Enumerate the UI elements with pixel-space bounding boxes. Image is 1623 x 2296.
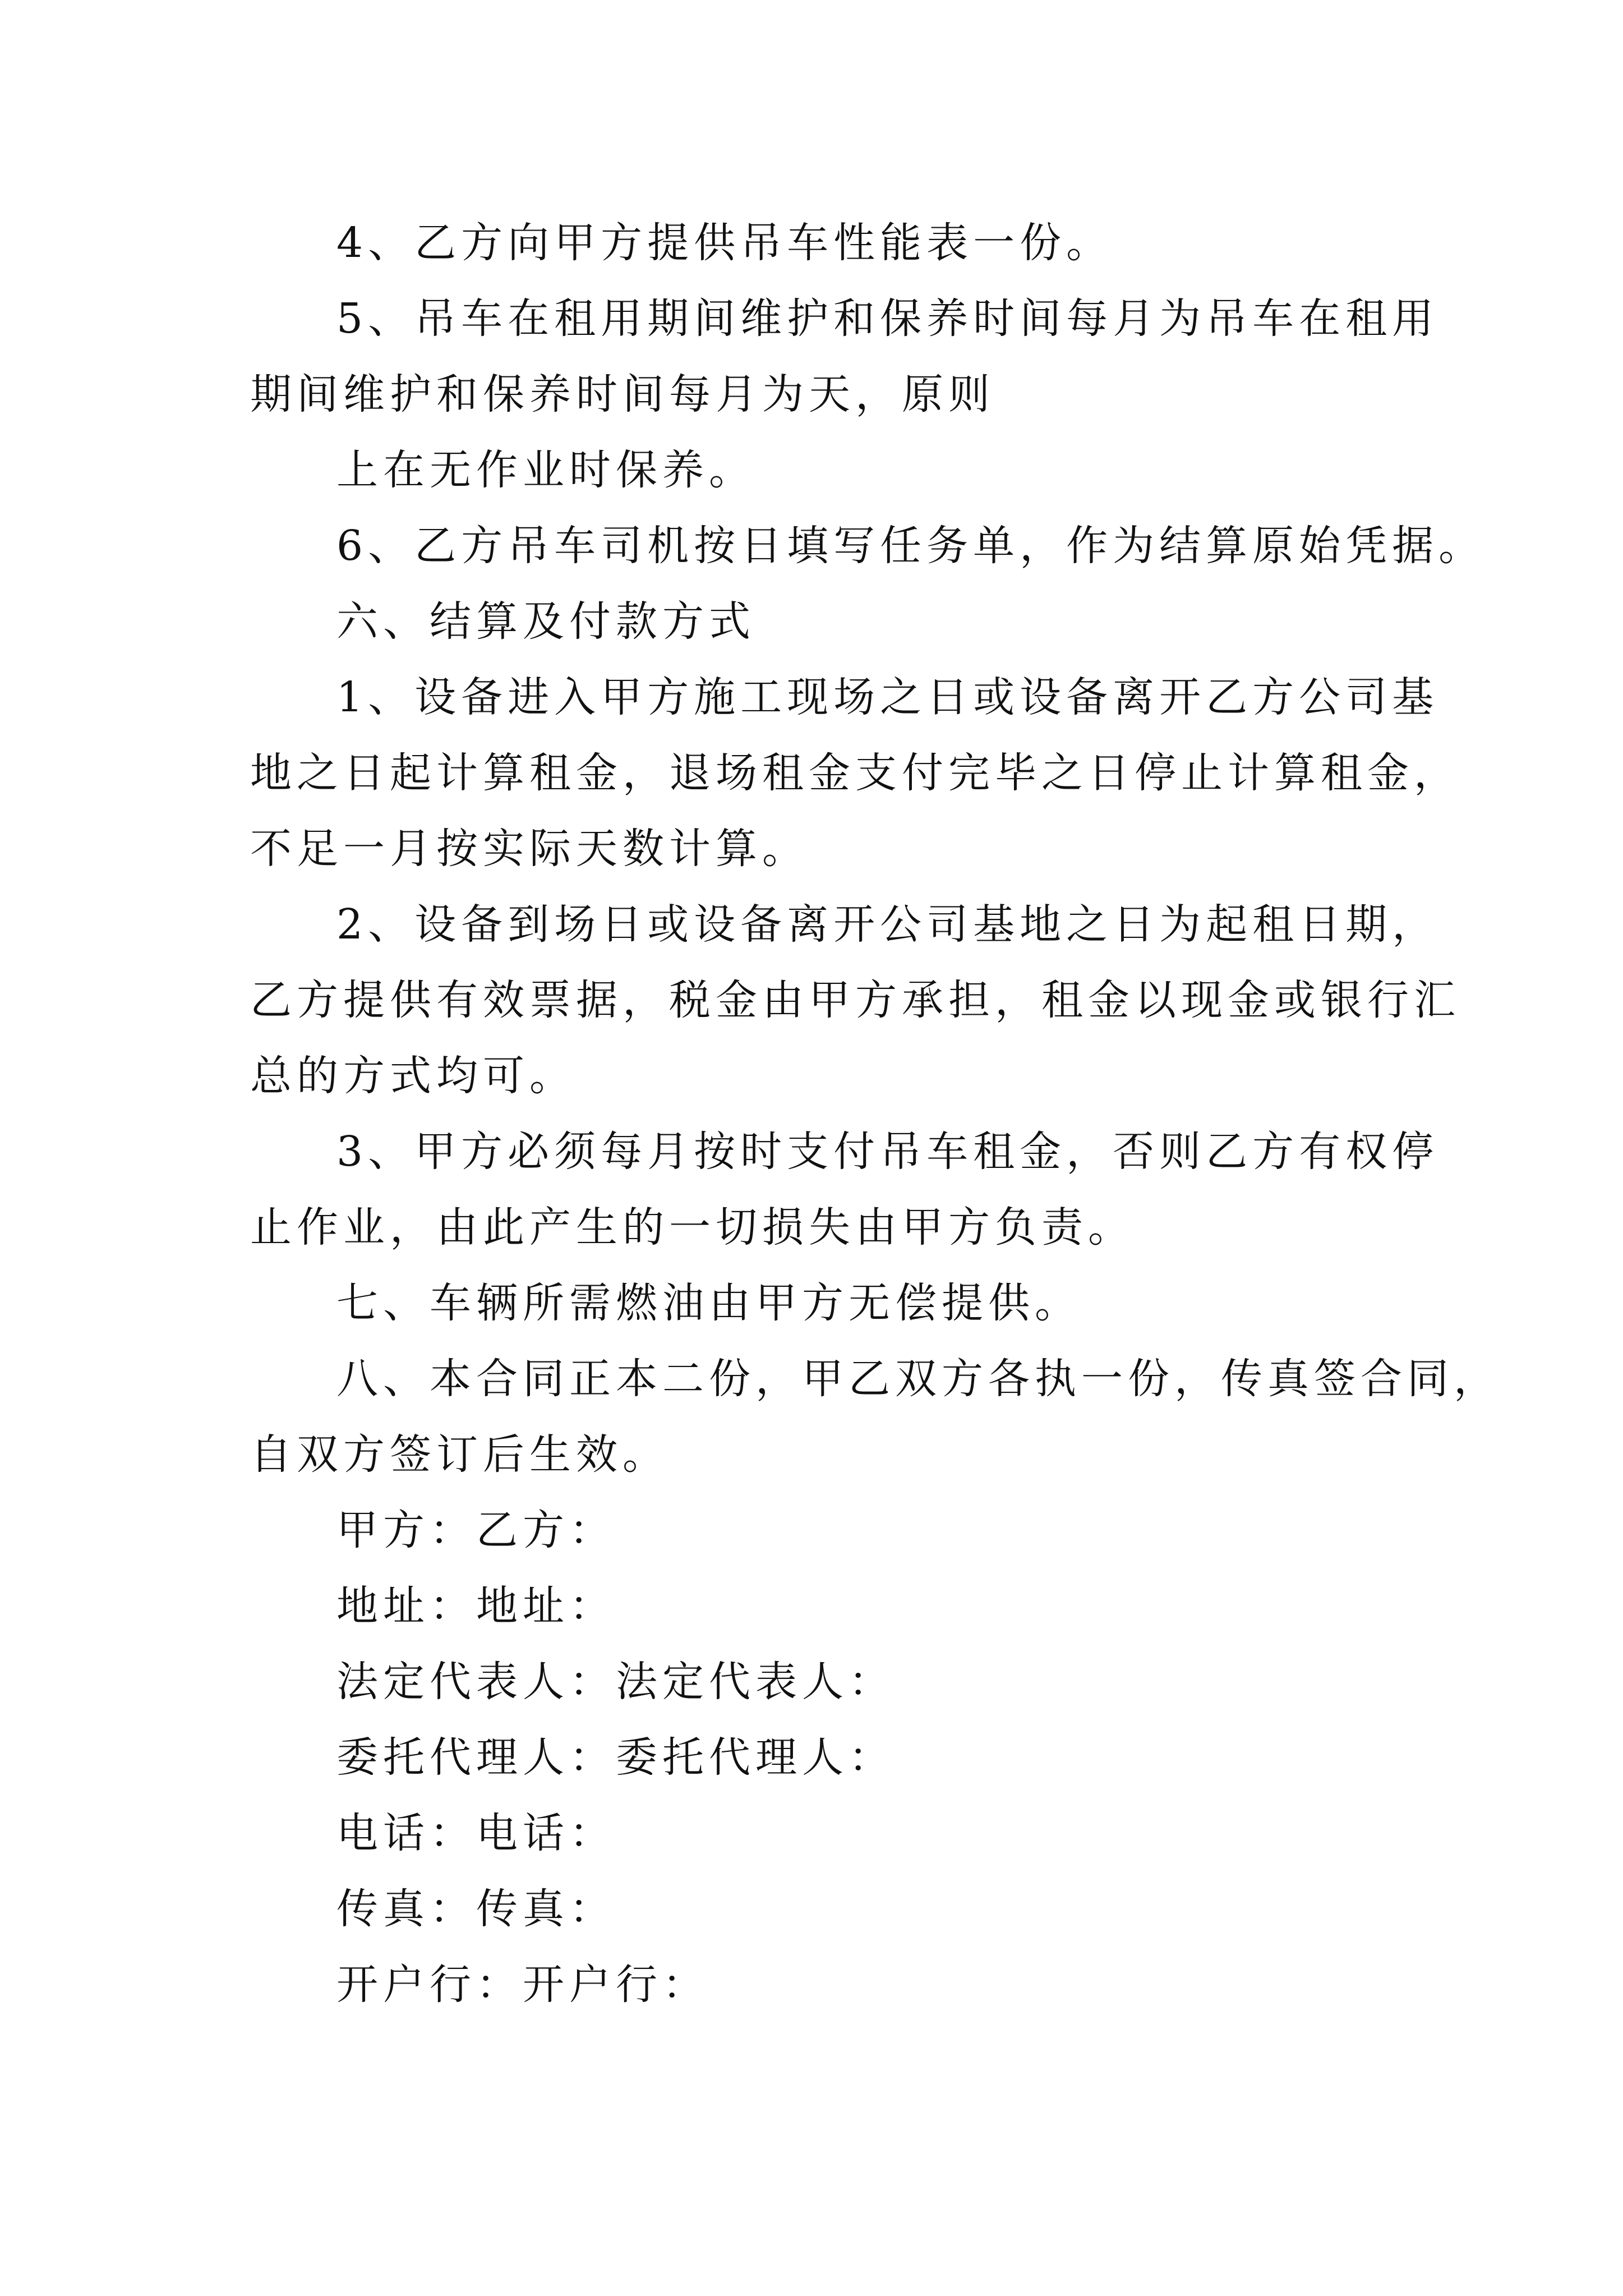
- clause-5-5-cont: 期间维护和保养时间每月为天，原则: [250, 370, 995, 418]
- clause-5-4: 4、乙方向甲方提供吊车性能表一份。: [336, 219, 1113, 267]
- clause-6-1: 1、设备进入甲方施工现场之日或设备离开乙方公司基: [336, 673, 1439, 721]
- signature-address: 地址：地址：: [336, 1582, 616, 1630]
- clause-6-3-cont: 止作业，由此产生的一切损失由甲方负责。: [250, 1203, 1135, 1251]
- signature-agent: 委托代理人：委托代理人：: [336, 1733, 895, 1782]
- clause-6-2-cont-2: 总的方式均可。: [250, 1052, 576, 1100]
- clause-6-1-cont-2: 不足一月按实际天数计算。: [250, 825, 809, 873]
- section-6-heading: 六、结算及付款方式: [336, 597, 755, 646]
- section-7: 七、车辆所需燃油由甲方无偿提供。: [336, 1279, 1081, 1327]
- section-8-cont: 自双方签订后生效。: [250, 1430, 669, 1479]
- clause-5-5-cont-2: 上在无作业时保养。: [336, 446, 755, 494]
- clause-5-6: 6、乙方吊车司机按日填写任务单，作为结算原始凭据。: [336, 522, 1486, 570]
- signature-phone: 电话：电话：: [336, 1809, 616, 1857]
- clause-5-5: 5、吊车在租用期间维护和保养时间每月为吊车在租用: [336, 295, 1439, 343]
- clause-6-1-cont: 地之日起计算租金，退场租金支付完毕之日停止计算租金，: [250, 749, 1460, 797]
- signature-fax: 传真：传真：: [336, 1885, 616, 1933]
- clause-6-2: 2、设备到场日或设备离开公司基地之日为起租日期，: [336, 900, 1439, 949]
- signature-legal-rep: 法定代表人：法定代表人：: [336, 1658, 895, 1706]
- clause-6-3: 3、甲方必须每月按时支付吊车租金，否则乙方有权停: [336, 1128, 1439, 1176]
- section-8: 八、本合同正本二份，甲乙双方各执一份，传真签合同，: [336, 1355, 1500, 1403]
- signature-party: 甲方：乙方：: [336, 1506, 616, 1554]
- clause-6-2-cont: 乙方提供有效票据，税金由甲方承担，租金以现金或银行汇: [250, 976, 1460, 1024]
- signature-bank: 开户行：开户行：: [336, 1961, 709, 2009]
